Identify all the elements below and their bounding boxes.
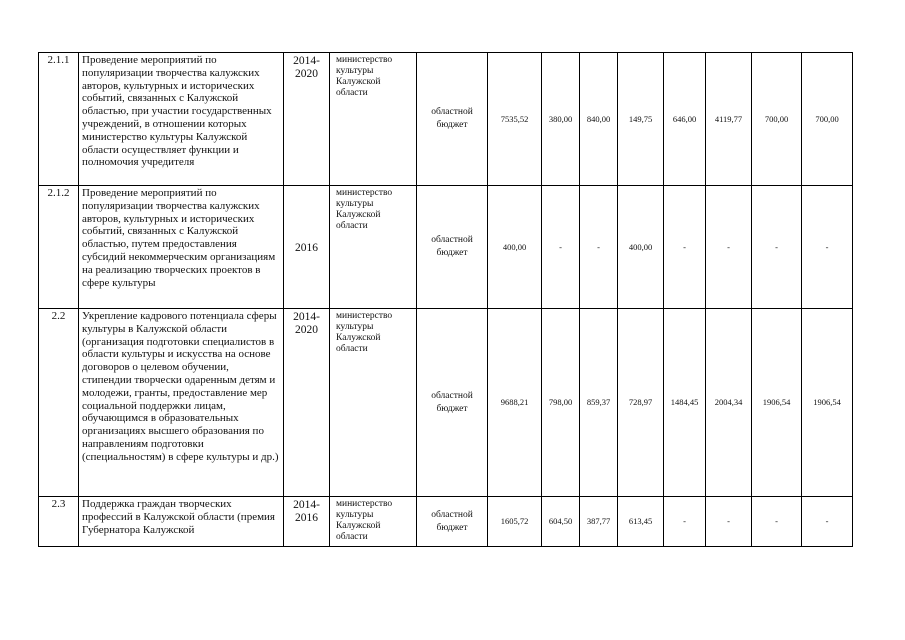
- funding-value-cell-text: 7535,52: [500, 113, 529, 124]
- activity-number-cell: [39, 186, 79, 309]
- funding-value-cell-text: 2004,34: [714, 397, 743, 407]
- funding-value-cell: [752, 186, 802, 309]
- activity-name-cell-text: Проведение мероприятий по популяризации творчества калужских авторов, культурных и исторических событий, связанных с Калужской областью, при участии государственных учреждений, в отношении которых министерство культуры Калужской области осуществляет функции и полномочия учредителя: [82, 54, 272, 169]
- activity-name-cell-text: Поддержка граждан творческих профессий в Калужской области (премия Губернатора Калужской: [82, 498, 275, 536]
- funding-source-cell: [417, 497, 488, 547]
- activity-number-cell-text: 2.1.2: [47, 187, 70, 199]
- funding-value-cell-text: 1484,45: [670, 397, 699, 407]
- funding-value-cell-text: 646,00: [672, 113, 697, 124]
- activity-number-cell-text: 2.3: [51, 498, 66, 510]
- funding-value-cell-text: -: [825, 241, 829, 252]
- funding-value-cell: [752, 53, 802, 186]
- funding-value-cell: [618, 186, 664, 309]
- funding-value-cell: [542, 186, 580, 309]
- funding-value-cell: [580, 186, 618, 309]
- funding-value-cell: [618, 497, 664, 547]
- executor-cell: [330, 53, 417, 186]
- activity-name-cell: [79, 53, 284, 186]
- funding-value-cell-text: 798,00: [548, 397, 573, 407]
- period-cell: [284, 53, 330, 186]
- funding-value-cell-text: -: [683, 516, 686, 526]
- funding-value-cell: [706, 53, 752, 186]
- executor-cell: [330, 309, 417, 497]
- funding-value-cell-text: -: [597, 241, 600, 252]
- funding-value-cell-text: -: [559, 241, 562, 252]
- funding-value-cell: [752, 497, 802, 547]
- executor-cell: [330, 497, 417, 547]
- funding-value-cell: [618, 309, 664, 497]
- funding-value-cell-text: -: [727, 516, 730, 526]
- funding-source-cell-text: областной бюджет: [431, 235, 473, 258]
- table-row: [39, 53, 853, 186]
- funding-value-cell: [618, 53, 664, 186]
- funding-source-cell: [417, 53, 488, 186]
- activity-name-cell: [79, 497, 284, 547]
- funding-value-cell: [580, 497, 618, 547]
- funding-value-cell-text: 604,50: [548, 516, 573, 526]
- period-cell: [284, 497, 330, 547]
- activity-name-cell-text: Проведение мероприятий по популяризации творчества калужских авторов, культурных и исторических событий, связанных с Калужской областью, путем предоставления субсидий некоммерческим организациям на реализацию творческих проектов в сфере культуры: [82, 187, 276, 289]
- funding-value-cell: [488, 53, 542, 186]
- program-activities-table: [38, 52, 853, 547]
- funding-value-cell-text: 1906,54: [813, 397, 841, 407]
- funding-value-cell-text: 859,37: [586, 397, 611, 407]
- funding-value-cell-text: 380,00: [548, 113, 573, 124]
- activity-number-cell: [39, 53, 79, 186]
- funding-value-cell: [542, 309, 580, 497]
- funding-value-cell-text: 1906,54: [762, 397, 791, 407]
- executor-cell-text: министерство культуры Калужской области: [336, 499, 393, 542]
- activity-number-cell: [39, 497, 79, 547]
- funding-value-cell-text: 613,45: [628, 516, 653, 526]
- funding-value-cell-text: 1605,72: [500, 516, 529, 526]
- funding-value-cell-text: 400,00: [502, 241, 527, 252]
- funding-value-cell-text: -: [727, 241, 730, 252]
- period-cell: [284, 309, 330, 497]
- funding-source-cell: [417, 186, 488, 309]
- funding-value-cell-text: 387,77: [586, 516, 611, 526]
- funding-value-cell-text: 4119,77: [714, 113, 743, 124]
- funding-value-cell-text: 149,75: [628, 113, 653, 124]
- executor-cell-text: министерство культуры Калужской области: [336, 55, 393, 98]
- funding-value-cell: [542, 53, 580, 186]
- activity-name-cell: [79, 186, 284, 309]
- funding-value-cell: [802, 53, 853, 186]
- funding-value-cell: [802, 309, 853, 497]
- funding-value-cell: [706, 186, 752, 309]
- executor-cell-text: министерство культуры Калужской области: [336, 311, 393, 354]
- funding-source-cell-text: областной бюджет: [431, 509, 473, 533]
- funding-value-cell-text: 400,00: [628, 241, 653, 252]
- funding-value-cell: [664, 53, 706, 186]
- funding-value-cell-text: -: [683, 241, 686, 252]
- activity-number-cell-text: 2.2: [51, 310, 66, 322]
- funding-value-cell-text: -: [775, 516, 778, 526]
- funding-value-cell: [488, 309, 542, 497]
- funding-value-cell: [488, 186, 542, 309]
- funding-value-cell: [706, 497, 752, 547]
- funding-value-cell-text: 700,00: [815, 113, 839, 124]
- funding-source-cell: [417, 309, 488, 497]
- activity-number-cell: [39, 309, 79, 497]
- period-cell-text: 2014- 2020: [293, 55, 320, 80]
- funding-value-cell-text: 728,97: [628, 397, 653, 407]
- table-row: [39, 497, 853, 547]
- activity-name-cell: [79, 309, 284, 497]
- funding-value-cell: [664, 186, 706, 309]
- funding-value-cell: [580, 53, 618, 186]
- funding-value-cell-text: 9688,21: [500, 397, 529, 407]
- funding-value-cell: [542, 497, 580, 547]
- funding-value-cell-text: -: [775, 241, 778, 252]
- funding-value-cell: [488, 497, 542, 547]
- period-cell-text: 2014- 2016: [293, 499, 320, 524]
- funding-value-cell: [664, 309, 706, 497]
- funding-value-cell: [752, 309, 802, 497]
- funding-value-cell: [802, 497, 853, 547]
- funding-value-cell: [580, 309, 618, 497]
- table-row: [39, 186, 853, 309]
- period-cell-text: 2014- 2020: [293, 311, 320, 336]
- executor-cell: [330, 186, 417, 309]
- funding-value-cell: [664, 497, 706, 547]
- period-cell-text: 2016: [295, 241, 318, 254]
- activity-number-cell-text: 2.1.1: [47, 54, 70, 66]
- period-cell: [284, 186, 330, 309]
- funding-source-cell-text: областной бюджет: [431, 107, 473, 130]
- funding-source-cell-text: областной бюджет: [431, 390, 473, 414]
- table-row: [39, 309, 853, 497]
- funding-value-cell: [706, 309, 752, 497]
- activity-name-cell-text: Укрепление кадрового потенциала сферы культуры в Калужской области (организация подготовки специалистов в области культуры и искусства на основе договоров о целевом обучении, стипендии творчески одаренным детям и молодежи, гранты, предоставление мер социальной поддержки лицам, обучающимся в образовательных организациях высшего образования по направлениям подготовки (специальностям) в сфере культуры и др.): [82, 310, 279, 463]
- executor-cell-text: министерство культуры Калужской области: [336, 188, 393, 231]
- funding-value-cell-text: -: [825, 516, 829, 526]
- funding-value-cell-text: 700,00: [764, 113, 789, 124]
- funding-value-cell: [802, 186, 853, 309]
- funding-value-cell-text: 840,00: [586, 113, 611, 124]
